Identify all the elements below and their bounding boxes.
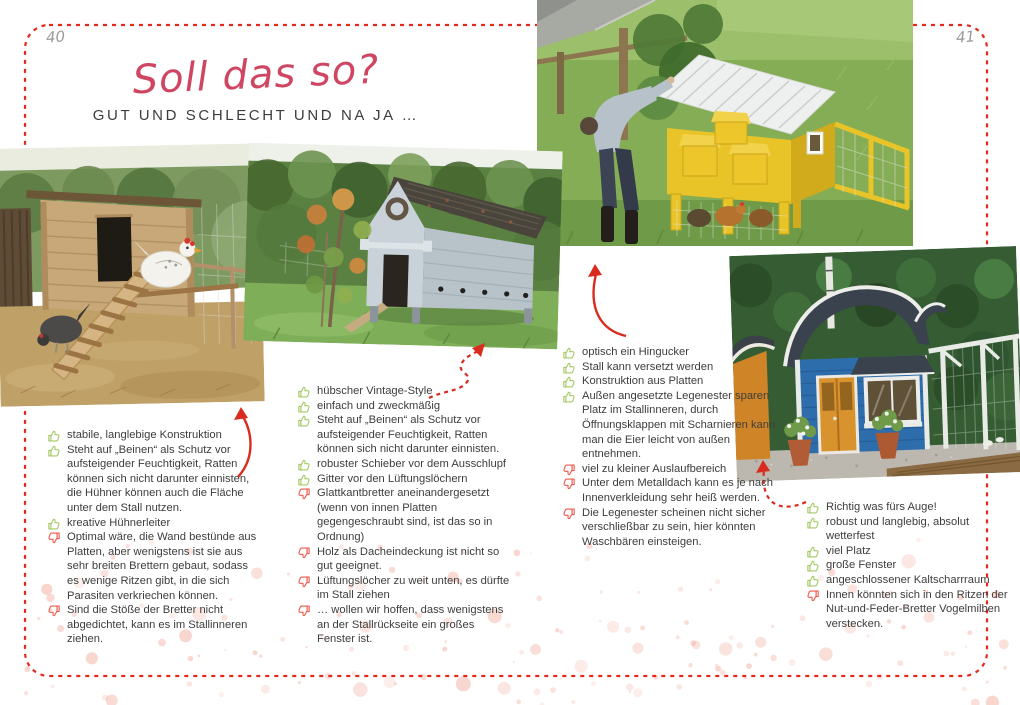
pros-cons-wooden-coop — [47, 428, 259, 647]
pro-item — [562, 360, 790, 375]
pro-item — [562, 374, 790, 389]
pro-item — [297, 384, 511, 399]
title-block — [60, 46, 452, 124]
thumb-up-icon — [806, 559, 820, 573]
thumb-down-icon — [47, 531, 61, 545]
pros-cons-yellow-coop — [562, 345, 790, 549]
item-text: Optimal wäre, die Wand bestünde aus Platten, aber wenigstens ist sie aus sehr breiten Brettern gebaut, sodass es wenige Ritzen gibt, in die sich Parasiten verkriechen können. — [67, 531, 257, 602]
con-item — [297, 486, 511, 544]
thumb-up-icon — [47, 444, 61, 458]
item-text: viel zu kleiner Auslaufbereich — [582, 462, 727, 475]
page-subtitle: GUT UND SCHLECHT UND NA JA … — [92, 107, 420, 124]
item-text: Innen könnten sich in den Ritzen der Nut-und-Feder-Bretter Vogelmilben verstecken. — [826, 588, 1008, 630]
pro-item — [806, 558, 1016, 573]
item-text: kreative Hühnerleiter — [67, 516, 171, 529]
con-item — [47, 603, 259, 647]
item-text: Steht auf „Beinen“ als Schutz vor aufsteigender Feuchtigkeit, Ratten können sich nicht darunter einnisten. — [317, 414, 500, 456]
thumb-up-icon — [297, 400, 311, 414]
item-text: einfach und zweckmäßig — [317, 399, 441, 412]
item-text: … wollen wir hoffen, dass wenigstens an der Stallrückseite ein großes Fenster ist. — [317, 603, 504, 646]
item-text: robust und langlebig, absolut wetterfest — [826, 515, 970, 543]
item-text: optisch ein Hingucker — [582, 346, 689, 358]
thumb-down-icon — [47, 604, 61, 618]
pro-item — [806, 515, 1016, 544]
item-text: Lüftungslöcher zu weit unten, es dürfte im Stall ziehen — [317, 574, 510, 602]
item-text: hübscher Vintage-Style — [317, 385, 433, 397]
item-text: Die Legenester scheinen nicht sicher verschließbar zu sein, hier könnten Waschbären einsteigen. — [582, 506, 766, 548]
con-item — [297, 545, 511, 574]
con-item — [562, 476, 790, 505]
thumb-down-icon — [297, 575, 311, 589]
thumb-up-icon — [806, 516, 820, 530]
item-text: Außen angesetzte Legenester sparen Platz im Stallinneren, durch Öffnungsklappen mit Scharnieren kann man die Eier leicht von außen entnehmen. — [582, 389, 776, 461]
con-item — [297, 603, 511, 647]
item-text: Stall kann versetzt werden — [582, 360, 714, 373]
thumb-up-icon — [562, 346, 576, 360]
pro-item — [47, 516, 259, 531]
thumb-up-icon — [562, 390, 576, 404]
pro-item — [297, 413, 511, 457]
thumb-down-icon — [297, 487, 311, 501]
pros-cons-blue-coop — [806, 500, 1016, 631]
item-text: Sind die Stöße der Bretter nicht abgedichtet, kann es im Stallinneren ziehen. — [67, 604, 248, 646]
thumb-up-icon — [47, 517, 61, 531]
item-text: Konstruktion aus Platten — [582, 375, 704, 388]
pro-item — [297, 457, 511, 472]
thumb-down-icon — [562, 463, 576, 477]
pro-item — [806, 544, 1016, 559]
thumb-down-icon — [297, 546, 311, 560]
thumb-down-icon — [562, 507, 576, 521]
thumb-up-icon — [806, 574, 820, 588]
thumb-up-icon — [297, 473, 311, 487]
pro-item — [47, 443, 259, 516]
pro-item — [562, 389, 790, 462]
pro-item — [562, 345, 790, 360]
con-item — [297, 574, 511, 603]
thumb-up-icon — [297, 414, 311, 428]
item-text: Glattkantbretter aneinandergesetzt (wenn von innen Platten gegengeschraubt sind, ist das so in Ordnung) — [317, 487, 493, 543]
item-text: stabile, langlebige Konstruktion — [67, 429, 222, 441]
pro-item — [297, 399, 511, 414]
page-number-right: 41 — [955, 27, 976, 47]
con-item — [806, 588, 1016, 632]
con-item — [47, 530, 259, 603]
item-text: Gitter vor den Lüftungslöchern — [317, 472, 468, 485]
item-text: Richtig was fürs Auge! — [826, 501, 937, 513]
item-text: robuster Schieber vor dem Ausschlupf — [317, 457, 507, 470]
item-text: angeschlossener Kaltscharrraum — [826, 573, 990, 586]
thumb-up-icon — [297, 385, 311, 399]
pros-cons-vintage-coop — [297, 384, 511, 647]
arrow-to-yellow-coop-photo — [556, 260, 636, 342]
con-item — [562, 506, 790, 550]
item-text: viel Platz — [826, 544, 871, 557]
thumb-up-icon — [47, 429, 61, 443]
pro-item — [806, 500, 1016, 515]
item-text: Unter dem Metalldach kann es je nach Innenverkleidung sehr heiß werden. — [582, 477, 773, 504]
pro-item — [297, 472, 511, 487]
item-text: Steht auf „Beinen“ als Schutz vor aufsteigender Feuchtigkeit, Ratten können sich nicht darunter einnisten, die Hühner können auch die Fläche unter dem Stall nutzen. — [67, 443, 250, 514]
thumb-up-icon — [806, 545, 820, 559]
thumb-down-icon — [297, 604, 311, 618]
thumb-up-icon — [562, 361, 576, 375]
page-number-left: 40 — [45, 27, 66, 47]
thumb-up-icon — [562, 375, 576, 389]
thumb-down-icon — [562, 477, 576, 491]
page-title: Soll das so? — [131, 46, 381, 104]
con-item — [562, 462, 790, 477]
photo-vintage-blue-coop — [243, 143, 562, 350]
thumb-up-icon — [806, 501, 820, 515]
pro-item — [806, 573, 1016, 588]
item-text: Holz als Dacheindeckung ist nicht so gut geeignet. — [317, 545, 500, 573]
thumb-down-icon — [806, 589, 820, 603]
photo-yellow-coop-person — [537, 0, 913, 246]
item-text: große Fenster — [826, 559, 897, 572]
pro-item — [47, 428, 259, 443]
thumb-up-icon — [297, 458, 311, 472]
photo-wooden-coop — [0, 143, 265, 406]
